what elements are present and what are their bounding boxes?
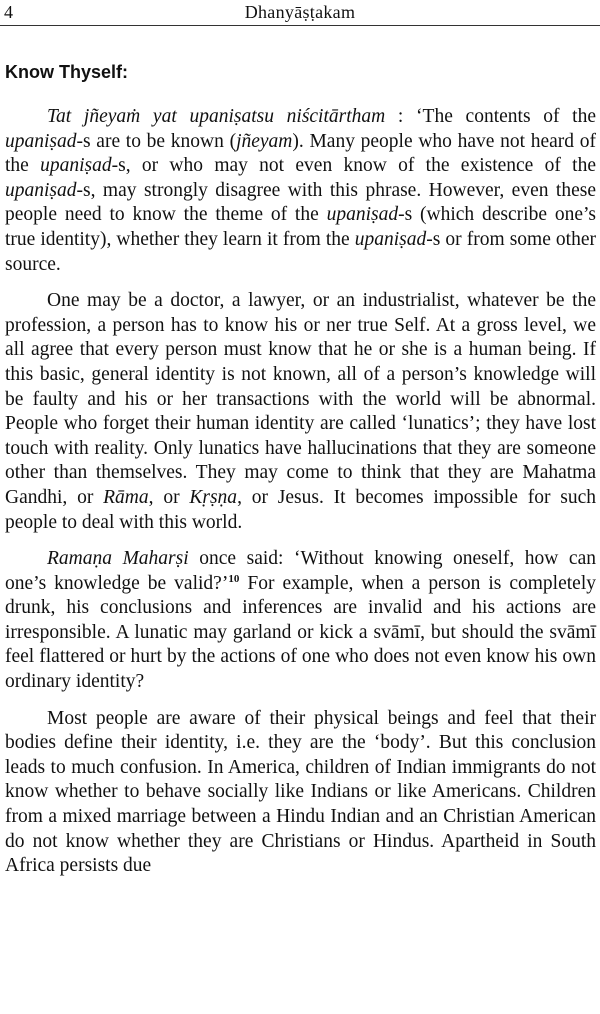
header-rule [0,25,600,26]
footnote-ref: 10 [228,572,240,585]
text-run: , or Jesus. It becomes impossible for such people to deal with this world. [5,486,596,533]
text-run: -s are to be known ( [76,130,237,152]
italic-term: upaniṣad [5,179,77,201]
italic-term: Rāma [103,486,149,508]
paragraph [5,547,596,695]
paragraph [5,707,596,879]
italic-term: upaniṣad [40,155,112,177]
text-run: One may be a doctor, a lawyer, or an industrialist, whatever be the profession, a person has to know his or ner true Self. At a gross level, we all agree that every person must know that he or she is a human being. If this basic, general identity is not known, all of a person’s knowledge will be faulty and his or her transactions with the world will be abnormal. People who forget their human identity are called ‘lunatics’; they have lost touch with reality. Only lunatics have hallucinations that they are someone other than themselves. They may come to think that they are Mahatma Gandhi, or [5,290,596,508]
italic-term: Ramaṇa Maharṣi [47,548,189,570]
text-run: -s (which describe one’s true identity), whether they learn it from the [5,204,597,250]
italic-term: upaniṣad [5,130,77,152]
italic-term: jñeyam [236,130,293,152]
italic-term: upaniṣad [326,204,399,226]
paragraph [5,105,596,277]
page-number: 4 [4,2,13,22]
text-run: -s, may strongly disagree with this phrase. However, even these people need to know the theme of the [5,179,596,226]
page-header [0,0,600,26]
italic-term: upaniṣad [354,228,427,250]
page-body [5,60,596,891]
text-run: ). Many people who have not heard of the [5,130,596,177]
text-run: , or [148,486,190,508]
text-run: : ‘The contents of the [385,106,596,127]
running-head: Dhanyāṣṭakam [244,2,356,22]
paragraph [5,289,596,535]
italic-term: Kṛṣṇa [189,486,238,508]
section-heading: Know Thyself: [5,62,129,82]
text-run: -s, or who may not even know of the existence of the [111,155,596,177]
text-run: Most people are aware of their physical beings and feel that their bodies define their identity, i.e. they are the ‘body’. But this conclusion leads to much confusion. In America, children of Indian immigrants do not know whether to behave socially like Indians or like Americans. Children from a mixed marriage between a Hindu Indian and an Christian American do not know whether they are Christians or Hindus. Apartheid in South Africa persists due [5,707,596,877]
text-run: For example, when a person is completely drunk, his conclusions and inferences are invalid and his actions are irresponsible. A lunatic may garland or kick a svāmī, but should the svāmī feel flattered or hurt by the actions of one who does not even know his own ordinary identity? [5,572,596,693]
text-run: -s or from some other source. [5,228,596,275]
italic-term: Tat jñeyaṁ yat upaniṣatsu niścitārtham [47,106,386,127]
text-run: once said: ‘Without knowing oneself, how can one’s knowledge be valid?’ [5,548,596,594]
